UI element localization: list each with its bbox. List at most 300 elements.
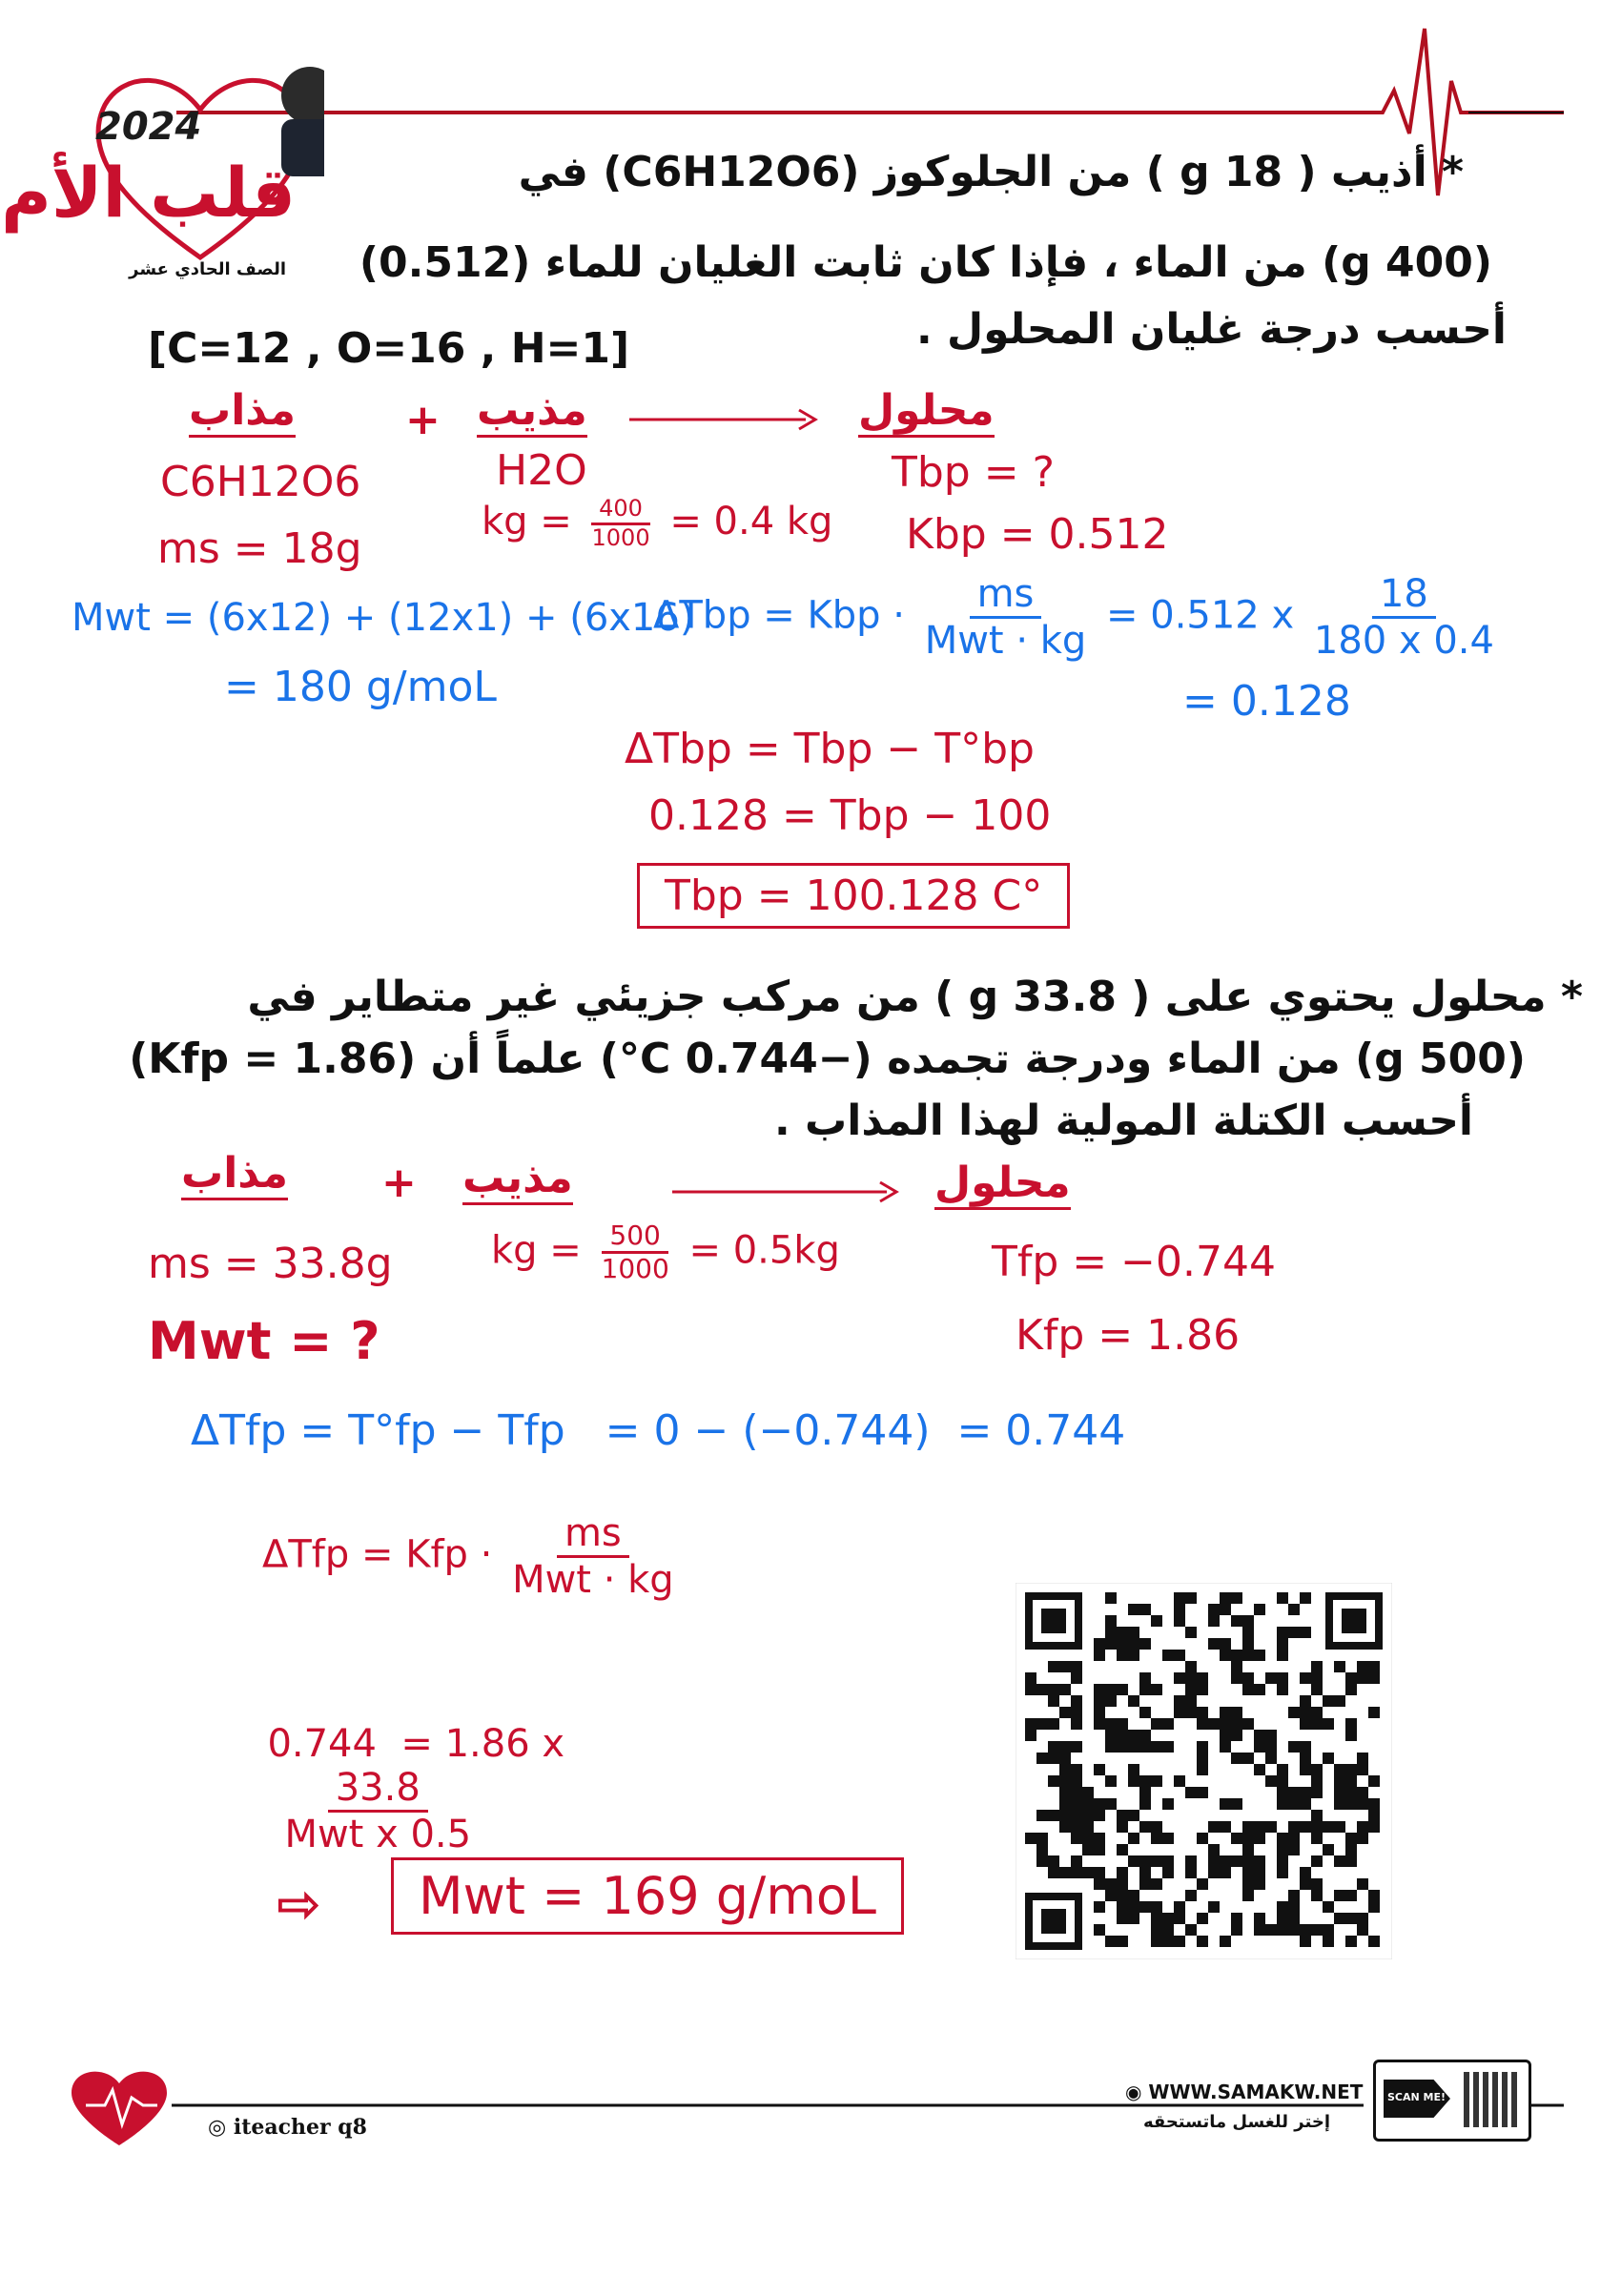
qr-module — [1139, 1855, 1151, 1867]
qr-module — [1345, 1775, 1357, 1787]
fp-depression-calc: ΔTfp = T°fp − Tfp = 0 − (−0.744) = 0.744 — [191, 1406, 1126, 1455]
qr-module — [1231, 1615, 1242, 1627]
qr-module — [1151, 1775, 1162, 1787]
qr-module — [1345, 1844, 1357, 1855]
qr-module — [1368, 1798, 1380, 1810]
question-1-line-2: (400 g) من الماء ، فإذا كان ثابت الغليان للماء (0.512) — [359, 238, 1492, 287]
qr-module — [1059, 1798, 1071, 1810]
qr-module — [1357, 1913, 1368, 1924]
qr-module — [1254, 1684, 1265, 1695]
qr-module — [1071, 1661, 1082, 1672]
qr-module — [1105, 1638, 1117, 1650]
qr-module — [1082, 1844, 1094, 1855]
qr-module — [1277, 1844, 1288, 1855]
qr-module — [1059, 1867, 1071, 1878]
qr-module — [1231, 1672, 1242, 1684]
qr-module — [1254, 1741, 1265, 1753]
qr-module — [1231, 1730, 1242, 1741]
qr-module — [1288, 1890, 1300, 1901]
qr-module — [1185, 1890, 1197, 1901]
qr-module — [1277, 1764, 1288, 1775]
qr-module — [1254, 1913, 1265, 1924]
qr-module — [1208, 1718, 1220, 1730]
qr-module — [1242, 1844, 1254, 1855]
qr-module — [1185, 1707, 1197, 1718]
molar-mass-unknown: Mwt = ? — [148, 1311, 380, 1371]
qr-module — [1345, 1718, 1357, 1730]
qr-module — [1300, 1592, 1311, 1604]
qr-module — [1345, 1672, 1357, 1684]
reaction-arrow-1 — [629, 405, 820, 434]
qr-module — [1242, 1615, 1254, 1627]
qr-code[interactable] — [1016, 1583, 1392, 1959]
qr-module — [1368, 1672, 1380, 1684]
qr-module — [1345, 1890, 1357, 1901]
qr-module — [1334, 1764, 1345, 1775]
qr-module — [1025, 1684, 1036, 1695]
qr-module — [1151, 1913, 1162, 1924]
qr-module — [1208, 1604, 1220, 1615]
qr-module — [1323, 1753, 1334, 1764]
qr-module — [1345, 1936, 1357, 1947]
bp-final-answer: Tbp = 100.128 C° — [637, 863, 1070, 929]
qr-module — [1117, 1810, 1128, 1821]
qr-module — [1162, 1924, 1174, 1936]
qr-module — [1300, 1787, 1311, 1798]
qr-module — [1254, 1878, 1265, 1890]
qr-module — [1277, 1913, 1288, 1924]
qr-module — [1334, 1775, 1345, 1787]
qr-module — [1036, 1753, 1048, 1764]
qr-module — [1094, 1833, 1105, 1844]
qr-module — [1094, 1764, 1105, 1775]
logo-year: 2024 — [95, 105, 202, 149]
qr-module — [1174, 1650, 1185, 1661]
qr-module — [1311, 1718, 1323, 1730]
qr-module — [1242, 1833, 1254, 1844]
qr-module — [1117, 1730, 1128, 1741]
qr-module — [1036, 1844, 1048, 1855]
qr-module — [1265, 1730, 1277, 1741]
qr-module — [1094, 1650, 1105, 1661]
qr-module — [1059, 1821, 1071, 1833]
qr-module — [1094, 1867, 1105, 1878]
qr-module — [1242, 1821, 1254, 1833]
solution-label-1: محلول — [858, 386, 995, 438]
qr-module — [1288, 1741, 1300, 1753]
qr-module — [1048, 1867, 1059, 1878]
qr-module — [1197, 1787, 1208, 1798]
solvent-formula-1: H2O — [496, 446, 587, 495]
qr-module — [1277, 1924, 1288, 1936]
qr-module — [1288, 1901, 1300, 1913]
qr-module — [1208, 1901, 1220, 1913]
qr-module — [1368, 1901, 1380, 1913]
qr-module — [1082, 1821, 1094, 1833]
qr-module — [1151, 1901, 1162, 1913]
qr-module — [1208, 1844, 1220, 1855]
qr-module — [1094, 1844, 1105, 1855]
qr-module — [1197, 1833, 1208, 1844]
globe-icon: ◉ — [1125, 2081, 1149, 2103]
qr-module — [1323, 1936, 1334, 1947]
qr-module — [1094, 1638, 1105, 1650]
qr-module — [1220, 1741, 1231, 1753]
qr-module — [1151, 1615, 1162, 1627]
qr-module — [1048, 1684, 1059, 1695]
qr-module — [1300, 1707, 1311, 1718]
qr-module — [1117, 1890, 1128, 1901]
qr-module — [1220, 1718, 1231, 1730]
qr-module — [1254, 1730, 1265, 1741]
qr-module — [1323, 1718, 1334, 1730]
qr-module — [1105, 1592, 1117, 1604]
qr-module — [1059, 1741, 1071, 1753]
qr-module — [1231, 1650, 1242, 1661]
qr-module — [1231, 1718, 1242, 1730]
qr-module — [1368, 1810, 1380, 1821]
qr-module — [1117, 1718, 1128, 1730]
qr-module — [1162, 1913, 1174, 1924]
qr-module — [1185, 1661, 1197, 1672]
qr-module — [1117, 1936, 1128, 1947]
qr-module — [1071, 1798, 1082, 1810]
qr-module — [1174, 1592, 1185, 1604]
qr-module — [1242, 1718, 1254, 1730]
qr-module — [1197, 1878, 1208, 1890]
qr-module — [1300, 1936, 1311, 1947]
qr-module — [1231, 1855, 1242, 1867]
qr-module — [1277, 1901, 1288, 1913]
qr-module — [1048, 1741, 1059, 1753]
qr-module — [1048, 1775, 1059, 1787]
qr-module — [1151, 1833, 1162, 1844]
qr-module — [1220, 1604, 1231, 1615]
qr-module — [1162, 1855, 1174, 1867]
qr-module — [1071, 1787, 1082, 1798]
qr-module — [1220, 1821, 1231, 1833]
qr-module — [1300, 1878, 1311, 1890]
qr-module — [1300, 1718, 1311, 1730]
qr-module — [1036, 1833, 1048, 1844]
qr-module — [1185, 1867, 1197, 1878]
qr-module — [1231, 1798, 1242, 1810]
question-2-line-1: * محلول يحتوي على ( 33.8 g ) من مركب جزيئي غير متطاير في — [247, 973, 1583, 1021]
qr-module — [1128, 1741, 1139, 1753]
qr-module — [1311, 1821, 1323, 1833]
qr-module — [1162, 1650, 1174, 1661]
qr-module — [1277, 1798, 1288, 1810]
qr-module — [1345, 1730, 1357, 1741]
qr-module — [1139, 1775, 1151, 1787]
qr-module — [1094, 1798, 1105, 1810]
qr-module — [1300, 1741, 1311, 1753]
qr-module — [1334, 1798, 1345, 1810]
qr-module — [1059, 1661, 1071, 1672]
qr-module — [1162, 1718, 1174, 1730]
qr-module — [1242, 1638, 1254, 1650]
qr-module — [1208, 1638, 1220, 1650]
qr-module — [1025, 1730, 1036, 1741]
qr-module — [1139, 1867, 1151, 1878]
qr-module — [1254, 1821, 1265, 1833]
qr-module — [1288, 1787, 1300, 1798]
qr-module — [1345, 1855, 1357, 1867]
qr-module — [1105, 1695, 1117, 1707]
qr-module — [1139, 1787, 1151, 1798]
qr-module — [1071, 1741, 1082, 1753]
solute-label-1: مذاب — [189, 386, 296, 438]
qr-module — [1288, 1707, 1300, 1718]
qr-module — [1128, 1855, 1139, 1867]
qr-module — [1025, 1833, 1036, 1844]
qr-module — [1117, 1821, 1128, 1833]
qr-module — [1323, 1695, 1334, 1707]
scan-me-badge[interactable]: SCAN ME! — [1373, 2060, 1531, 2142]
instagram-handle[interactable]: ◎ iteacher q8 — [208, 2115, 367, 2140]
qr-module — [1300, 1672, 1311, 1684]
qr-module — [1300, 1627, 1311, 1638]
qr-module — [1277, 1867, 1288, 1878]
qr-module — [1208, 1867, 1220, 1878]
qr-module — [1288, 1913, 1300, 1924]
qr-module — [1185, 1855, 1197, 1867]
qr-module — [1220, 1798, 1231, 1810]
solvent-mass-2: kg = $\frac{500}{1000}$ = 0.5kg — [491, 1220, 840, 1285]
qr-module — [1117, 1867, 1128, 1878]
qr-module — [1254, 1867, 1265, 1878]
qr-module — [1277, 1684, 1288, 1695]
qr-module — [1139, 1741, 1151, 1753]
fp-depression-substituted: 0.744 = 1.86 x $\frac{33.8}{\text{Mwt x 0.5}}$ — [267, 1722, 565, 1856]
qr-module — [1094, 1924, 1105, 1936]
qr-module — [1288, 1798, 1300, 1810]
kbp-value: Kbp = 0.512 — [906, 510, 1169, 559]
qr-module — [1288, 1924, 1300, 1936]
solvent-label-1: مذيب — [477, 386, 587, 438]
logo — [1, 38, 324, 286]
qr-module — [1220, 1650, 1231, 1661]
qr-module — [1128, 1730, 1139, 1741]
qr-module — [1277, 1638, 1288, 1650]
qr-module — [1231, 1707, 1242, 1718]
question-1-line-3: أحسب درجة غليان المحلول . — [915, 305, 1507, 354]
qr-module — [1082, 1787, 1094, 1798]
qr-module — [1300, 1798, 1311, 1810]
question-2-line-3: أحسب الكتلة المولية لهذا المذاب . — [774, 1097, 1473, 1145]
molar-mass-final-answer: Mwt = 169 g/moL — [391, 1857, 904, 1935]
qr-module — [1208, 1615, 1220, 1627]
qr-module — [1357, 1833, 1368, 1844]
qr-module — [1300, 1867, 1311, 1878]
qr-module — [1254, 1604, 1265, 1615]
plus-sign-1: + — [405, 396, 441, 444]
qr-module — [1277, 1650, 1288, 1661]
qr-module — [1311, 1855, 1323, 1867]
qr-module — [1071, 1672, 1082, 1684]
qr-module — [1197, 1684, 1208, 1695]
qr-module — [1311, 1775, 1323, 1787]
atomic-masses: [C=12 , O=16 , H=1] — [148, 324, 630, 373]
logo-title: قلب الأم — [1, 153, 296, 233]
qr-module — [1174, 1775, 1185, 1787]
qr-module — [1357, 1764, 1368, 1775]
molar-mass-result-1: = 180 g/moL — [224, 663, 497, 711]
qr-module — [1059, 1707, 1071, 1718]
qr-module — [1220, 1867, 1231, 1878]
qr-module — [1082, 1810, 1094, 1821]
qr-module — [1185, 1695, 1197, 1707]
mini-qr-icon — [1464, 2072, 1519, 2127]
qr-module — [1105, 1798, 1117, 1810]
qr-module — [1288, 1604, 1300, 1615]
solute-formula-1: C6H12O6 — [160, 458, 361, 506]
qr-module — [1323, 1901, 1334, 1913]
final-arrow-icon: ⇨ — [277, 1874, 321, 1936]
qr-module — [1265, 1821, 1277, 1833]
qr-module — [1323, 1821, 1334, 1833]
qr-module — [1300, 1924, 1311, 1936]
qr-module — [1357, 1672, 1368, 1684]
qr-module — [1311, 1787, 1323, 1798]
qr-module — [1139, 1604, 1151, 1615]
qr-module — [1220, 1707, 1231, 1718]
qr-module — [1105, 1741, 1117, 1753]
qr-module — [1288, 1844, 1300, 1855]
qr-module — [1185, 1787, 1197, 1798]
solvent-label-2: مذيب — [462, 1154, 573, 1205]
qr-module — [1277, 1627, 1288, 1638]
qr-module — [1117, 1650, 1128, 1661]
qr-module — [1128, 1638, 1139, 1650]
qr-module — [1105, 1730, 1117, 1741]
qr-module — [1117, 1913, 1128, 1924]
qr-module — [1311, 1684, 1323, 1695]
qr-module — [1105, 1890, 1117, 1901]
qr-module — [1185, 1627, 1197, 1638]
qr-module — [1345, 1764, 1357, 1775]
qr-module — [1117, 1741, 1128, 1753]
qr-module — [1242, 1627, 1254, 1638]
qr-module — [1036, 1810, 1048, 1821]
qr-module — [1311, 1924, 1323, 1936]
plus-sign-2: + — [381, 1158, 417, 1207]
qr-module — [1117, 1638, 1128, 1650]
qr-module — [1334, 1661, 1345, 1672]
qr-finder-top-right — [1325, 1592, 1383, 1650]
qr-module — [1094, 1707, 1105, 1718]
qr-module — [1025, 1718, 1036, 1730]
qr-module — [1334, 1821, 1345, 1833]
qr-module — [1048, 1753, 1059, 1764]
solvent-mass-1: kg = $\frac{400}{1000}$ = 0.4 kg — [482, 495, 833, 551]
qr-module — [1071, 1764, 1082, 1775]
qr-module — [1151, 1718, 1162, 1730]
qr-module — [1277, 1775, 1288, 1787]
qr-module — [1334, 1695, 1345, 1707]
qr-module — [1139, 1684, 1151, 1695]
qr-module — [1311, 1764, 1323, 1775]
qr-module — [1357, 1661, 1368, 1672]
qr-module — [1368, 1821, 1380, 1833]
qr-module — [1071, 1695, 1082, 1707]
qr-module — [1174, 1936, 1185, 1947]
qr-module — [1242, 1684, 1254, 1695]
qr-module — [1117, 1844, 1128, 1855]
qr-module — [1059, 1810, 1071, 1821]
qr-module — [1128, 1650, 1139, 1661]
qr-module — [1139, 1638, 1151, 1650]
qr-module — [1197, 1936, 1208, 1947]
solute-mass-1: ms = 18g — [157, 524, 362, 573]
qr-module — [1128, 1901, 1139, 1913]
qr-module — [1105, 1718, 1117, 1730]
qr-module — [1357, 1753, 1368, 1764]
qr-module — [1128, 1890, 1139, 1901]
qr-module — [1254, 1855, 1265, 1867]
qr-module — [1128, 1833, 1139, 1844]
qr-module — [1300, 1821, 1311, 1833]
qr-module — [1231, 1592, 1242, 1604]
qr-module — [1311, 1878, 1323, 1890]
website-link[interactable]: ◉ WWW.SAMAKW.NET — [1125, 2081, 1364, 2103]
qr-module — [1288, 1627, 1300, 1638]
solution-label-2: محلول — [934, 1158, 1071, 1210]
qr-module — [1345, 1833, 1357, 1844]
qr-module — [1059, 1787, 1071, 1798]
qr-module — [1288, 1821, 1300, 1833]
qr-module — [1162, 1867, 1174, 1878]
qr-module — [1220, 1592, 1231, 1604]
qr-module — [1334, 1855, 1345, 1867]
qr-module — [1242, 1650, 1254, 1661]
qr-module — [1357, 1821, 1368, 1833]
qr-module — [1231, 1913, 1242, 1924]
qr-module — [1231, 1833, 1242, 1844]
qr-module — [1242, 1890, 1254, 1901]
qr-module — [1242, 1867, 1254, 1878]
qr-module — [1128, 1913, 1139, 1924]
qr-module — [1311, 1661, 1323, 1672]
qr-module — [1048, 1855, 1059, 1867]
footer-tagline: إختر للغسل ماتستحقه — [1142, 2112, 1330, 2132]
qr-module — [1220, 1936, 1231, 1947]
qr-module — [1197, 1753, 1208, 1764]
qr-module — [1185, 1924, 1197, 1936]
qr-module — [1311, 1672, 1323, 1684]
qr-module — [1265, 1672, 1277, 1684]
qr-module — [1082, 1798, 1094, 1810]
qr-module — [1208, 1821, 1220, 1833]
qr-module — [1174, 1695, 1185, 1707]
qr-module — [1231, 1661, 1242, 1672]
qr-module — [1139, 1707, 1151, 1718]
qr-module — [1254, 1833, 1265, 1844]
qr-module — [1323, 1924, 1334, 1936]
qr-module — [1265, 1753, 1277, 1764]
qr-module — [1197, 1672, 1208, 1684]
qr-module — [1048, 1661, 1059, 1672]
qr-module — [1197, 1764, 1208, 1775]
qr-module — [1117, 1684, 1128, 1695]
qr-module — [1128, 1764, 1139, 1775]
qr-module — [1105, 1878, 1117, 1890]
qr-module — [1094, 1901, 1105, 1913]
qr-module — [1220, 1855, 1231, 1867]
qr-module — [1151, 1924, 1162, 1936]
qr-module — [1117, 1878, 1128, 1890]
solute-mass-2: ms = 33.8g — [148, 1240, 393, 1288]
